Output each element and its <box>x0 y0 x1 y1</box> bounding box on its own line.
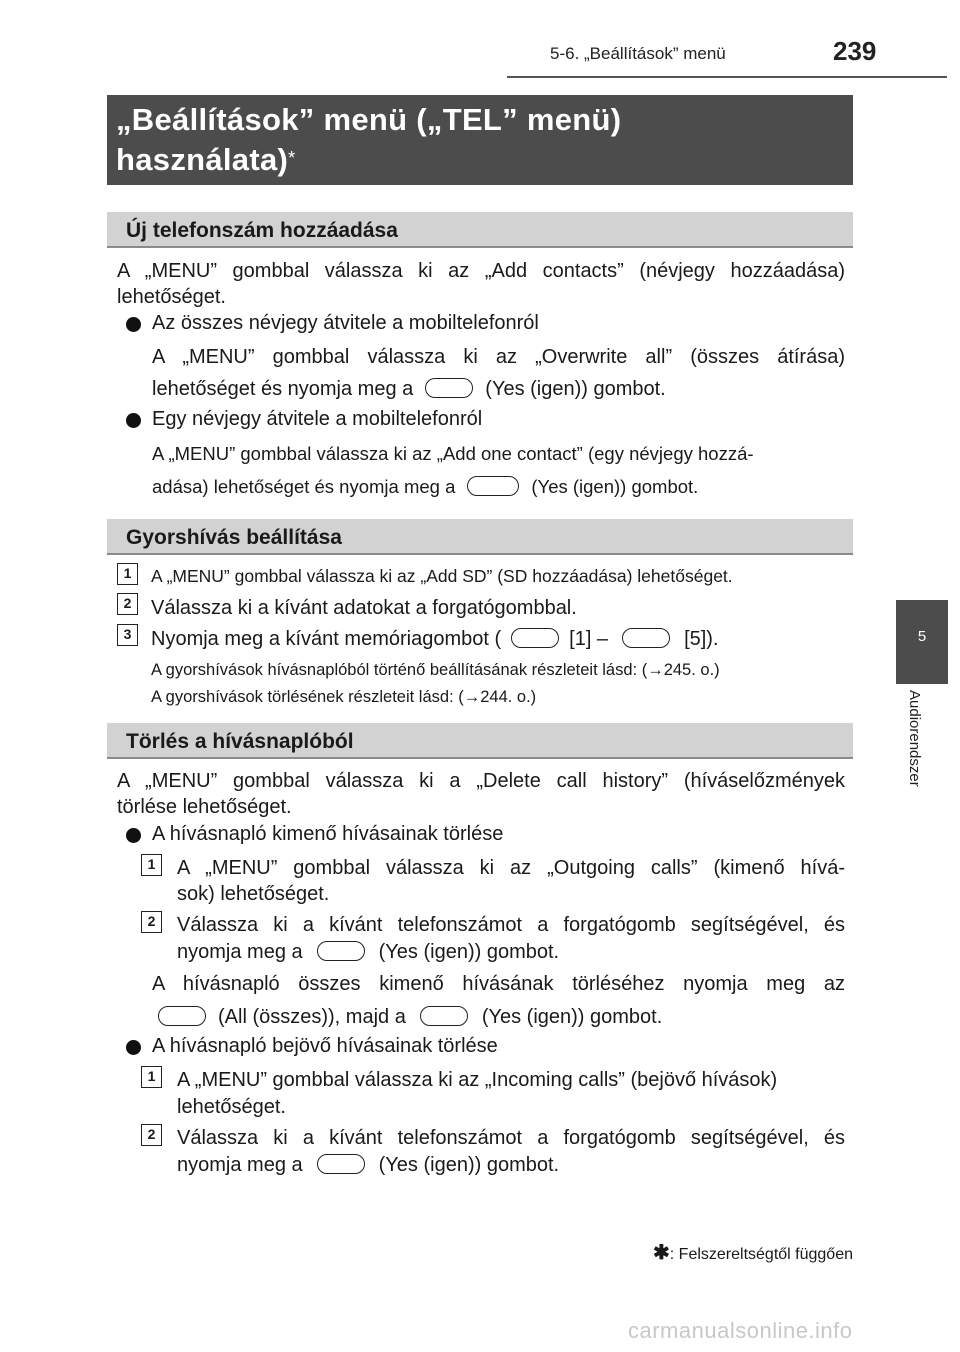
step-text: nyomja meg a (Yes (igen)) gombot. <box>177 1154 560 1176</box>
bullet-title: A hívásnapló kimenő hívásainak törlése <box>152 823 504 845</box>
step-number: 2 <box>117 593 138 615</box>
paragraph: (All (összes)), majd a (Yes (igen)) gombot. <box>146 1006 662 1029</box>
chapter-tab: 5 <box>896 600 948 684</box>
paragraph: A „MENU” gombbal válassza ki az „Add one contact” (egy névjegy hozzá- <box>152 443 754 464</box>
paragraph: törlése lehetőséget. <box>117 796 292 818</box>
step-text: A „MENU” gombbal válassza ki az „Outgoing calls” (kimenő hívá- <box>177 857 845 879</box>
bullet-icon <box>126 317 141 332</box>
bullet-title: A hívásnapló bejövő hívásainak törlése <box>152 1035 498 1057</box>
note-text: A gyorshívások hívásnaplóból történő beállításának részleteit lásd: (→245. o.) <box>151 661 720 679</box>
footnote-asterisk-icon: ✱ <box>653 1242 670 1264</box>
step-number: 1 <box>117 563 138 585</box>
title-line-2: használata) <box>116 142 289 177</box>
yes-button-icon <box>420 1006 468 1026</box>
step-text: Válassza ki a kívánt telefonszámot a forgatógomb segítségével, és <box>177 914 845 936</box>
step-text: A „MENU” gombbal válassza ki az „Add SD” (SD hozzáadása) lehetőséget. <box>151 566 733 586</box>
yes-button-icon <box>317 941 365 961</box>
paragraph: lehetőséget és nyomja meg a (Yes (igen)) gombot. <box>152 378 666 400</box>
step-number: 2 <box>141 1124 162 1146</box>
step-number: 3 <box>117 624 138 646</box>
page-number: 239 <box>833 36 877 66</box>
header-divider <box>507 76 947 78</box>
step-text: nyomja meg a (Yes (igen)) gombot. <box>177 941 560 963</box>
watermark: carmanualsonline.info <box>628 1318 853 1343</box>
chapter-label: Audiorendszer <box>906 690 923 787</box>
section-breadcrumb: 5-6. „Beállítások” menü <box>550 44 726 63</box>
page-title <box>116 100 836 180</box>
section-title: Új telefonszám hozzáadása <box>126 219 398 242</box>
yes-button-icon <box>317 1154 365 1174</box>
memory-button-icon <box>622 628 670 648</box>
all-button-icon <box>158 1006 206 1026</box>
title-line-1: „Beállítások” menü („TEL” menü) <box>116 102 622 137</box>
step-text: Válassza ki a kívánt telefonszámot a forgatógomb segítségével, és <box>177 1127 845 1149</box>
note-text: A gyorshívások törlésének részleteit lásd: (→244. o.) <box>151 688 537 706</box>
paragraph: adása) lehetőséget és nyomja meg a (Yes (igen)) gombot. <box>152 476 699 497</box>
step-text: A „MENU” gombbal válassza ki az „Incoming calls” (bejövő hívások) <box>177 1069 778 1091</box>
paragraph: A „MENU” gombbal válassza ki a „Delete call history” (híváselőzmények <box>117 770 845 792</box>
section-title: Törlés a hívásnaplóból <box>126 730 354 753</box>
paragraph: A „MENU” gombbal válassza ki az „Add contacts” (névjegy hozzáadása) <box>117 260 845 282</box>
paragraph: lehetőséget. <box>117 286 226 308</box>
bullet-title: Az összes névjegy átvitele a mobiltelefonról <box>152 312 539 334</box>
step-text: lehetőséget. <box>177 1096 286 1118</box>
step-number: 1 <box>141 854 162 876</box>
step-text: Nyomja meg a kívánt memóriagombot ( [1] – [5]). <box>151 628 719 650</box>
yes-button-icon <box>425 378 473 398</box>
step-number: 2 <box>141 911 162 933</box>
bullet-icon <box>126 1040 141 1055</box>
section-title: Gyorshívás beállítása <box>126 526 342 549</box>
paragraph: A „MENU” gombbal válassza ki az „Overwrite all” (összes átírása) <box>152 346 845 368</box>
step-text: Válassza ki a kívánt adatokat a forgatógombbal. <box>151 597 577 619</box>
step-number: 1 <box>141 1066 162 1088</box>
paragraph: A hívásnapló összes kimenő hívásának törléséhez nyomja meg az <box>152 973 845 995</box>
memory-button-icon <box>511 628 559 648</box>
footnote: ✱: Felszereltségtől függően <box>653 1242 853 1264</box>
bullet-icon <box>126 413 141 428</box>
title-asterisk: * <box>288 148 296 168</box>
bullet-title: Egy névjegy átvitele a mobiltelefonról <box>152 408 483 430</box>
yes-button-icon <box>467 476 519 496</box>
step-text: sok) lehetőséget. <box>177 883 330 905</box>
bullet-icon <box>126 828 141 843</box>
